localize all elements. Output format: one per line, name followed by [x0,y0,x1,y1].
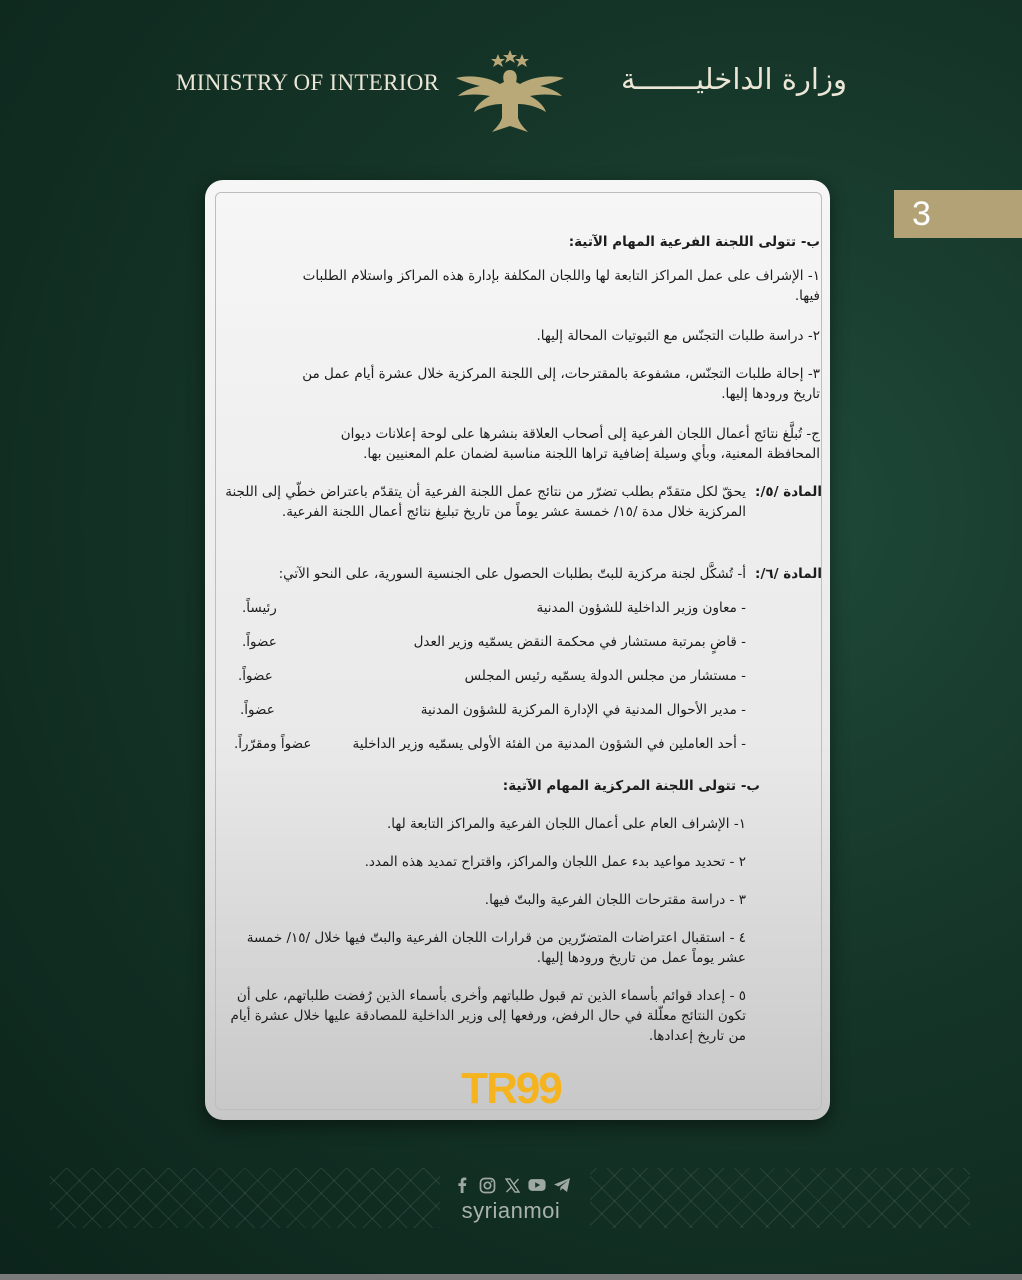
member-row [220,598,820,620]
footer-pattern-left [50,1168,440,1228]
member-role: عضواً. [238,668,273,684]
subcommittee-task-1: ١- الإشراف على عمل المراكز التابعة لها واللجان المكلفة بإدارة هذه المراكز واستلام الطلبات فيها. [302,268,820,304]
member-name: - قاضٍ بمرتبة مستشار في محكمة النقض يسمّيه وزير العدل [413,634,746,650]
eagle-emblem-icon [450,48,570,138]
tr99-watermark: TR99 [461,1064,561,1113]
central-committee-tasks-heading: ب- تتولى اللجنة المركزية المهام الآتية: [502,778,760,794]
central-task-2: ٢ - تحديد مواعيد بدء عمل اللجان والمراكز، واقتراح تمديد هذه المدد. [364,854,746,870]
ministry-title-en: MINISTRY OF INTERIOR [176,70,440,95]
footer-pattern-right [590,1168,970,1228]
article-6-label: المادة /٦/: [755,566,822,582]
member-role: رئيساً. [242,600,277,616]
member-name: - أحد العاملين في الشؤون المدنية من الفئة الأولى يسمّيه وزير الداخلية [352,736,746,752]
subcommittee-task-3: ٣- إحالة طلبات التجنّس، مشفوعة بالمقترحات، إلى اللجنة المركزية خلال عشرة أيام عمل من تاريخ ورودها إليها. [302,366,820,402]
instagram-icon[interactable] [478,1176,496,1194]
page-number-badge: 3 [894,190,1022,238]
member-row [220,666,820,688]
youtube-icon[interactable] [528,1176,546,1194]
document-text [220,224,820,1084]
member-row [220,632,820,654]
article-6-text: أ- تُشكَّل لجنة مركزية للبتّ بطلبات الحصول على الجنسية السورية، على النحو الآتي: [278,566,746,582]
subcommittee-tasks-heading: ب- تتولى اللجنة الفرعية المهام الآتية: [568,234,820,250]
central-task-3: ٣ - دراسة مقترحات اللجان الفرعية والبتّ فيها. [484,892,746,908]
member-row [220,734,820,756]
member-role: عضواً. [240,702,275,718]
member-name: - معاون وزير الداخلية للشؤون المدنية [536,600,746,616]
article-5-label: المادة /٥/: [755,484,822,500]
x-icon[interactable] [503,1176,521,1194]
clause-c: ج- تُبلَّغ نتائج أعمال اللجان الفرعية إلى أصحاب العلاقة بنشرها على لوحة إعلانات ديوان المحافظة المعنية، وبأي وسيلة إضافية تراها اللجنة مناسبة لضمان علم المعنيين بها. [340,426,820,462]
facebook-icon[interactable] [453,1176,471,1194]
central-task-5: ٥ - إعداد قوائم بأسماء الذين تم قبول طلباتهم وأخرى بأسماء الذين رُفضت طلباتهم، على أن تكون النتائج معلّلة في حال الرفض، ورفعها إلى وزير الداخلية للمصادقة عليها خلال عشرة أيام من تاريخ إعدادها. [230,988,746,1044]
central-task-4: ٤ - استقبال اعتراضات المتضرّرين من قرارات اللجان الفرعية والبتّ فيها خلال /١٥/ خمسة عشر يوماً عمل من تاريخ ورودها إليها. [246,930,746,966]
member-row [220,700,820,722]
social-links [450,1174,574,1196]
social-handle: syrianmoi [461,1198,561,1223]
subcommittee-task-2: ٢- دراسة طلبات التجنّس مع الثبوتيات المحالة إليها. [536,328,820,344]
member-role: عضواً. [242,634,277,650]
bottom-bar [0,1274,1022,1280]
member-name: - مدير الأحوال المدنية في الإدارة المركزية للشؤون المدنية [420,702,746,718]
telegram-icon[interactable] [553,1176,571,1194]
member-name: - مستشار من مجلس الدولة يسمّيه رئيس المجلس [464,668,746,684]
article-5-text: يحقّ لكل متقدّم بطلب تضرّر من نتائج عمل اللجنة الفرعية أن يتقدّم باعتراض خطّي إلى اللجنة المركزية خلال مدة /١٥/ خمسة عشر يوماً من تاريخ تبليغ نتائج أعمال اللجنة الفرعية. [225,484,746,520]
ministry-title-ar: وزارة الداخليـــــــة [621,62,847,96]
member-role: عضواً ومقرّراً. [234,736,312,752]
central-task-1: ١- الإشراف العام على أعمال اللجان الفرعية والمراكز التابعة لها. [386,816,746,832]
